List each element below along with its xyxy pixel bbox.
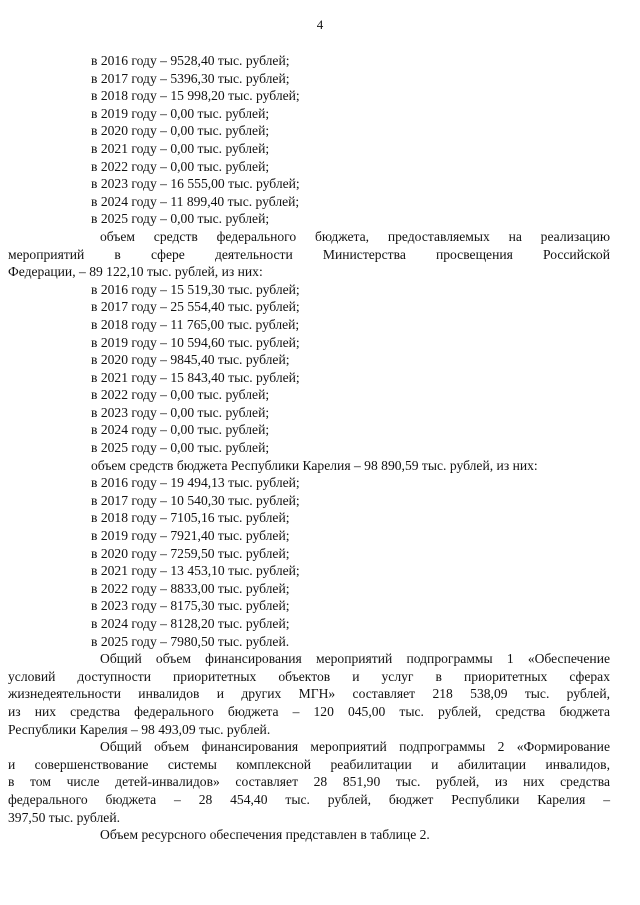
paragraph-line: 397,50 тыс. рублей. [8, 809, 120, 825]
funding-list-2 [91, 281, 610, 457]
list-item: в 2020 году – 0,00 тыс. рублей; [91, 123, 270, 139]
list-item: в 2017 году – 5396,30 тыс. рублей; [91, 70, 290, 86]
list-item: в 2017 году – 25 554,40 тыс. рублей; [91, 299, 300, 315]
list-item: в 2020 году – 7259,50 тыс. рублей; [91, 545, 290, 561]
paragraph-line: объем средств федерального бюджета, предоставляемых на реализацию [100, 228, 610, 244]
list-item: в 2025 году – 7980,50 тыс. рублей. [91, 633, 290, 649]
document-body [8, 52, 610, 844]
list-item: в 2020 году – 9845,40 тыс. рублей; [91, 352, 290, 368]
list-item: в 2025 году – 0,00 тыс. рублей; [91, 211, 270, 227]
list-item: в 2022 году – 8833,00 тыс. рублей; [91, 580, 290, 596]
list-item: в 2019 году – 7921,40 тыс. рублей; [91, 528, 290, 544]
list-item: в 2018 году – 15 998,20 тыс. рублей; [91, 88, 300, 104]
list-item: в 2021 году – 15 843,40 тыс. рублей; [91, 369, 300, 385]
list-item: в 2018 году – 7105,16 тыс. рублей; [91, 510, 290, 526]
paragraph-line: Федерации, – 89 122,10 тыс. рублей, из них: [8, 264, 263, 280]
paragraph-line: мероприятий в сфере деятельности Министерства просвещения Российской [8, 246, 610, 262]
paragraph-line: жизнедеятельности инвалидов и других МГН» составляет 218 538,09 тыс. рублей, [8, 686, 610, 702]
karelia-budget-paragraph: объем средств бюджета Республики Карелия – 98 890,59 тыс. рублей, из них: [91, 457, 538, 473]
paragraph-line: из них средства федерального бюджета – 120 045,00 тыс. рублей, средства бюджета [8, 703, 610, 719]
list-item: в 2023 году – 8175,30 тыс. рублей; [91, 598, 290, 614]
list-item: в 2019 году – 0,00 тыс. рублей; [91, 105, 270, 121]
paragraph-line: Общий объем финансирования мероприятий подпрограммы 1 «Обеспечение [100, 651, 610, 667]
list-item: в 2024 году – 11 899,40 тыс. рублей; [91, 193, 300, 209]
list-item: в 2023 году – 0,00 тыс. рублей; [91, 404, 270, 420]
funding-list-1 [91, 52, 610, 228]
funding-list-3 [91, 474, 610, 650]
page-number: 4 [316, 17, 324, 32]
paragraph-line: Общий объем финансирования мероприятий подпрограммы 2 «Формирование [100, 739, 610, 755]
paragraph-line: федерального бюджета – 28 454,40 тыс. рублей, бюджет Республики Карелия – [8, 791, 610, 807]
list-item: в 2021 году – 13 453,10 тыс. рублей; [91, 563, 300, 579]
list-item: в 2016 году – 9528,40 тыс. рублей; [91, 53, 290, 68]
list-item: в 2019 году – 10 594,60 тыс. рублей; [91, 334, 300, 350]
subprogram-1-paragraph [8, 650, 610, 738]
paragraph-line: и совершенствование системы комплексной реабилитации и абилитации инвалидов, [8, 756, 610, 772]
subprogram-2-paragraph [8, 738, 610, 826]
list-item: в 2023 году – 16 555,00 тыс. рублей; [91, 176, 300, 192]
list-item: в 2016 году – 19 494,13 тыс. рублей; [91, 475, 300, 491]
list-item: в 2024 году – 8128,20 тыс. рублей; [91, 616, 290, 631]
paragraph-line: условий доступности приоритетных объектов и услуг в приоритетных сферах [8, 668, 610, 684]
list-item: в 2025 году – 0,00 тыс. рублей; [91, 440, 270, 456]
list-item: в 2024 году – 0,00 тыс. рублей; [91, 422, 270, 438]
list-item: в 2017 году – 10 540,30 тыс. рублей; [91, 492, 300, 508]
list-item: в 2022 году – 0,00 тыс. рублей; [91, 158, 270, 174]
paragraph-line: Республики Карелия – 98 493,09 тыс. рублей. [8, 721, 271, 737]
list-item: в 2016 году – 15 519,30 тыс. рублей; [91, 281, 300, 297]
list-item: в 2022 году – 0,00 тыс. рублей; [91, 387, 270, 403]
list-item: в 2018 году – 11 765,00 тыс. рублей; [91, 316, 300, 332]
list-item: в 2021 году – 0,00 тыс. рублей; [91, 140, 270, 156]
federal-budget-paragraph [8, 228, 610, 281]
paragraph-line: в том числе детей-инвалидов» составляет 28 851,90 тыс. рублей, из них средства [8, 774, 610, 790]
resource-paragraph: Объем ресурсного обеспечения представлен в таблице 2. [100, 827, 430, 843]
